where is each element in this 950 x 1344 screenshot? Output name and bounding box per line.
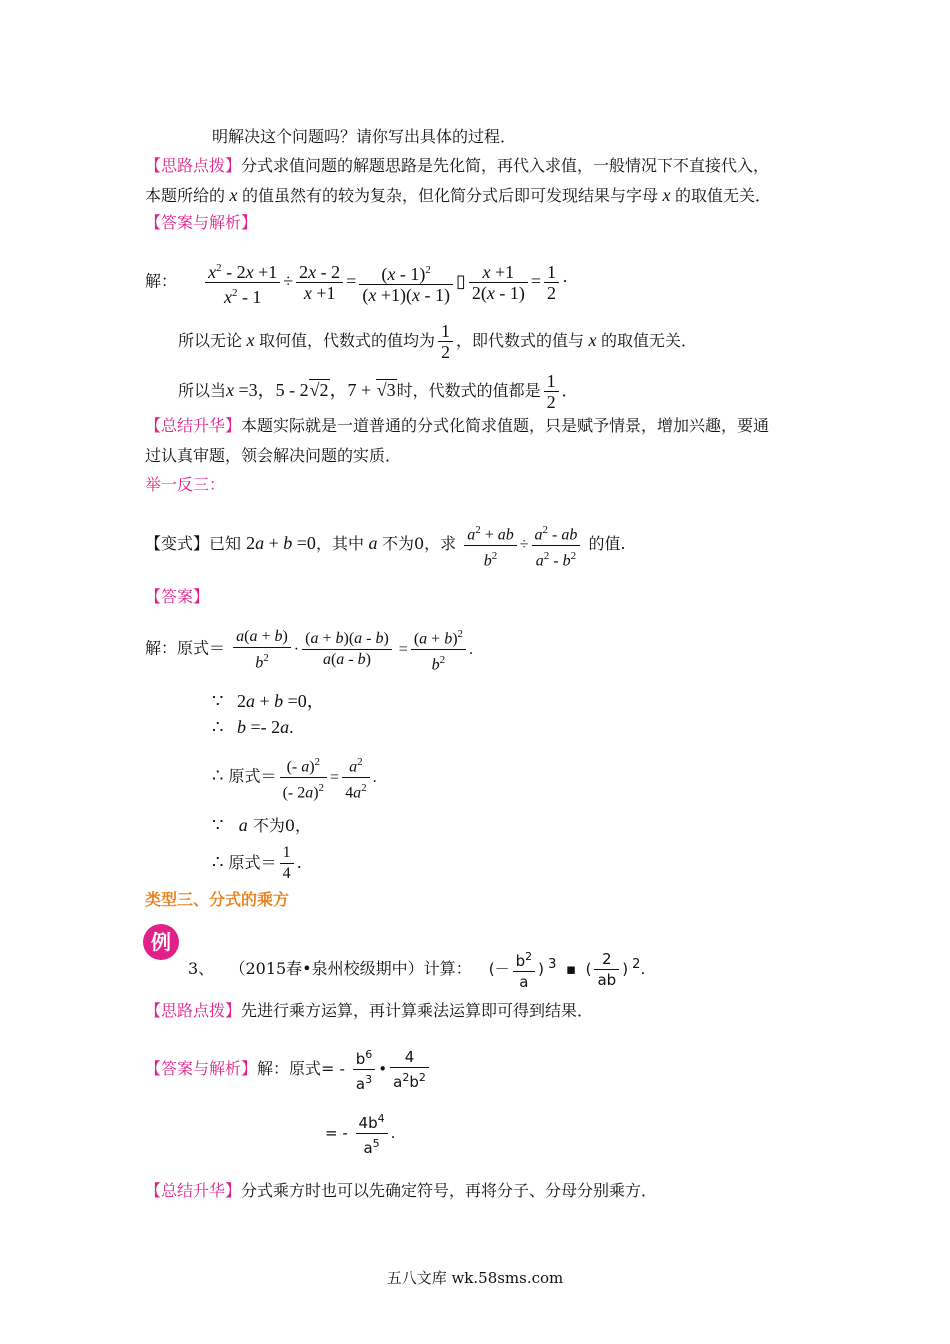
yuanshi-label: 原式＝ bbox=[228, 766, 277, 786]
conclusion-text: 所以当 bbox=[178, 381, 227, 400]
example-solution-label: 解：原式= bbox=[257, 1059, 335, 1078]
conclusion-text: 取何值，代数式的值均为 bbox=[259, 331, 436, 350]
variant-text: 的值. bbox=[588, 534, 626, 553]
not-zero-text: 不为0， bbox=[252, 816, 311, 835]
fraction-one-half: $\frac{1}{2}$ bbox=[544, 371, 559, 412]
example-source: （2015春•泉州校级期中）计算： bbox=[229, 959, 472, 978]
fraction: $\frac{x +1}{2(x - 1)}$ bbox=[469, 262, 528, 303]
fraction: $\frac{2x - 2}{x +1}$ bbox=[296, 262, 343, 303]
fraction: $\frac{(- a)^2}{(- 2a)^2}$ bbox=[280, 752, 327, 804]
fraction: $\frac{a^2 - ab}{a^2 - b^2}$ bbox=[532, 520, 581, 572]
var-x: x bbox=[584, 330, 602, 350]
summary-tag: 【总结升华】 bbox=[145, 1181, 242, 1200]
intro-line: 明解决这个问题吗？请你写出具体的过程． bbox=[212, 127, 517, 146]
therefore-symbol: ∴ bbox=[212, 852, 224, 872]
example-solution-2: = - $\frac{4b^4}{a^5}$ . bbox=[325, 1108, 395, 1158]
hint-paragraph-1 bbox=[145, 155, 769, 177]
fraction: $\frac{4}{a^2b^2}$ bbox=[390, 1047, 429, 1092]
answer-solution: 解：原式＝ $\frac{a(a + b)}{b^2}$ · $\frac{(a + b)(a - b)}{a(a - b)}$ = $\frac{(a + b)^2}{b^2}$ . bbox=[145, 624, 473, 676]
hint-text-2a: 本题所给的 bbox=[145, 186, 226, 205]
conclusion-text: ． bbox=[561, 381, 578, 400]
fraction-one-quarter: $\frac{1}{4}$ bbox=[280, 843, 294, 884]
example-hint-text: 先进行乘方运算，再计算乘法运算即可得到结果． bbox=[241, 1001, 594, 1020]
fraction: $\frac{a^2}{4a^2}$ bbox=[342, 752, 370, 804]
fraction: $\frac{2}{ab}$ bbox=[594, 949, 619, 990]
hint-tag: 【思路点拨】 bbox=[145, 1001, 242, 1020]
fraction: $\frac{(x - 1)^2}{(x +1)(x - 1)}$ bbox=[359, 260, 453, 305]
step-yuanshi-2: ∴ 原式＝ $\frac{1}{4}$ . bbox=[212, 844, 302, 882]
therefore-symbol: ∴ bbox=[212, 717, 224, 737]
fraction: $\frac{(a + b)(a - b)}{a(a - b)}$ bbox=[302, 629, 392, 670]
hint-text-2c: 的取值无关． bbox=[675, 186, 772, 205]
fraction: $\frac{b^2}{a}$ bbox=[513, 947, 536, 992]
fraction-one-half: $\frac{1}{2}$ bbox=[438, 321, 453, 362]
example-3-question: 3、 （2015春•泉州校级期中）计算： (－ $\frac{b^2}{a}$ ) $^3$ ▪ ( $\frac{2}{ab}$ ) $^2$. bbox=[188, 938, 645, 996]
because-symbol: ∵ bbox=[212, 691, 224, 711]
conclusion-text: 时，代数式的值都是 bbox=[396, 381, 541, 400]
conclusion-2: 所以当x =3，5 - 2√2，7 + √3时，代数式的值都是 $\frac{1}{2}$ ． bbox=[178, 371, 578, 412]
example-solution-1: 【答案与解析】解：原式= - $\frac{b^6}{a^3}$ • $\frac{4}{a^2b^2}$ bbox=[145, 1044, 432, 1094]
fraction: $\frac{a^2 + ab}{b^2}$ bbox=[464, 520, 517, 572]
answer-tag: 【答案】 bbox=[145, 587, 210, 606]
solution-label: 解： bbox=[145, 271, 178, 291]
example-summary-text: 分式乘方时也可以先确定符号，再将分子、分母分别乘方． bbox=[241, 1181, 658, 1200]
main-equation: 解： $\frac{x^2 - 2x +1}{x^2 - 1}$ ÷ $\frac{2x - 2}{x +1}$ = $\frac{(x - 1)^2}{(x +1)(x - 1)}$ ▯ $\frac{x +1}{2(x - 1)}$ = $\frac{1}{2}$ · bbox=[145, 258, 568, 307]
variant-text: 已知 bbox=[209, 534, 242, 553]
variant-text: ，其中 bbox=[315, 534, 364, 553]
variant-tag: 【变式】 bbox=[145, 534, 210, 553]
page-footer: 五八文库 wk.58sms.com bbox=[386, 1269, 564, 1287]
example-number: 3、 bbox=[188, 959, 215, 978]
conclusion-text: ，即代数式的值与 bbox=[456, 331, 585, 350]
conclusion-1 bbox=[178, 318, 697, 363]
answer-analysis-tag: 【答案与解析】 bbox=[145, 213, 258, 232]
yuanshi-label: 原式＝ bbox=[228, 853, 277, 872]
variant-question: 【变式】已知 2a + b =0，其中 a 不为0，求 $\frac{a^2 + ab}{b^2}$ ÷ $\frac{a^2 - ab}{a^2 - b^2}$ 的值. bbox=[145, 518, 626, 571]
conclusion-text: 所以无论 bbox=[178, 331, 243, 350]
hint-tag: 【思路点拨】 bbox=[145, 156, 242, 175]
summary-tag: 【总结升华】 bbox=[145, 416, 242, 435]
fraction: $\frac{b^6}{a^3}$ bbox=[353, 1045, 376, 1094]
fraction: $\frac{4b^4}{a^5}$ bbox=[356, 1109, 388, 1158]
example-hint bbox=[145, 1000, 593, 1022]
fraction: $\frac{1}{2}$ bbox=[544, 262, 559, 303]
step-yuanshi-1: ∴ 原式＝ $\frac{(- a)^2}{(- 2a)^2}$ = $\frac{a^2}{4a^2}$ . bbox=[212, 752, 377, 804]
because-symbol: ∵ bbox=[212, 815, 224, 835]
step-therefore: ∴ b =- 2a. bbox=[212, 717, 294, 737]
fraction: $\frac{a(a + b)}{b^2}$ bbox=[233, 627, 291, 673]
hint-text-1: 分式求值问题的解题思路是先化简，再代入求值，一般情况下不直接代入， bbox=[241, 156, 770, 175]
step-because: ∵ 2a + b =0， bbox=[212, 691, 325, 711]
therefore-symbol: ∴ bbox=[212, 765, 224, 786]
hint-text-2b: 的值虽然有的较为复杂，但化简分式后即可发现结果与字母 bbox=[242, 186, 659, 205]
var-x: x bbox=[658, 185, 676, 205]
type3-title: 类型三、分式的乘方 bbox=[145, 890, 290, 909]
practice-header: 举一反三： bbox=[145, 475, 226, 494]
var-x: x bbox=[225, 185, 243, 205]
fraction: $\frac{x^2 - 2x +1}{x^2 - 1}$ bbox=[205, 258, 280, 307]
conclusion-text: 的取值无关． bbox=[601, 331, 698, 350]
summary-text: 本题实际就是一道普通的分式化简求值题，只是赋予情景，增加兴趣，要通 bbox=[241, 416, 770, 435]
var-x: x bbox=[242, 330, 260, 350]
summary-paragraph-1 bbox=[145, 415, 769, 437]
example-summary bbox=[145, 1180, 657, 1202]
fraction: $\frac{(a + b)^2}{b^2}$ bbox=[411, 624, 466, 676]
answer-analysis-tag: 【答案与解析】 bbox=[145, 1059, 258, 1078]
variant-text: 不为0，求 bbox=[381, 534, 457, 553]
example-badge: 例 bbox=[143, 924, 179, 960]
summary-paragraph-2: 过认真审题，领会解决问题的实质． bbox=[145, 446, 402, 465]
step-because-2: ∵ a 不为0， bbox=[212, 815, 311, 835]
answer-solution-label: 解：原式＝ bbox=[145, 638, 226, 658]
hint-paragraph-2 bbox=[145, 184, 771, 207]
